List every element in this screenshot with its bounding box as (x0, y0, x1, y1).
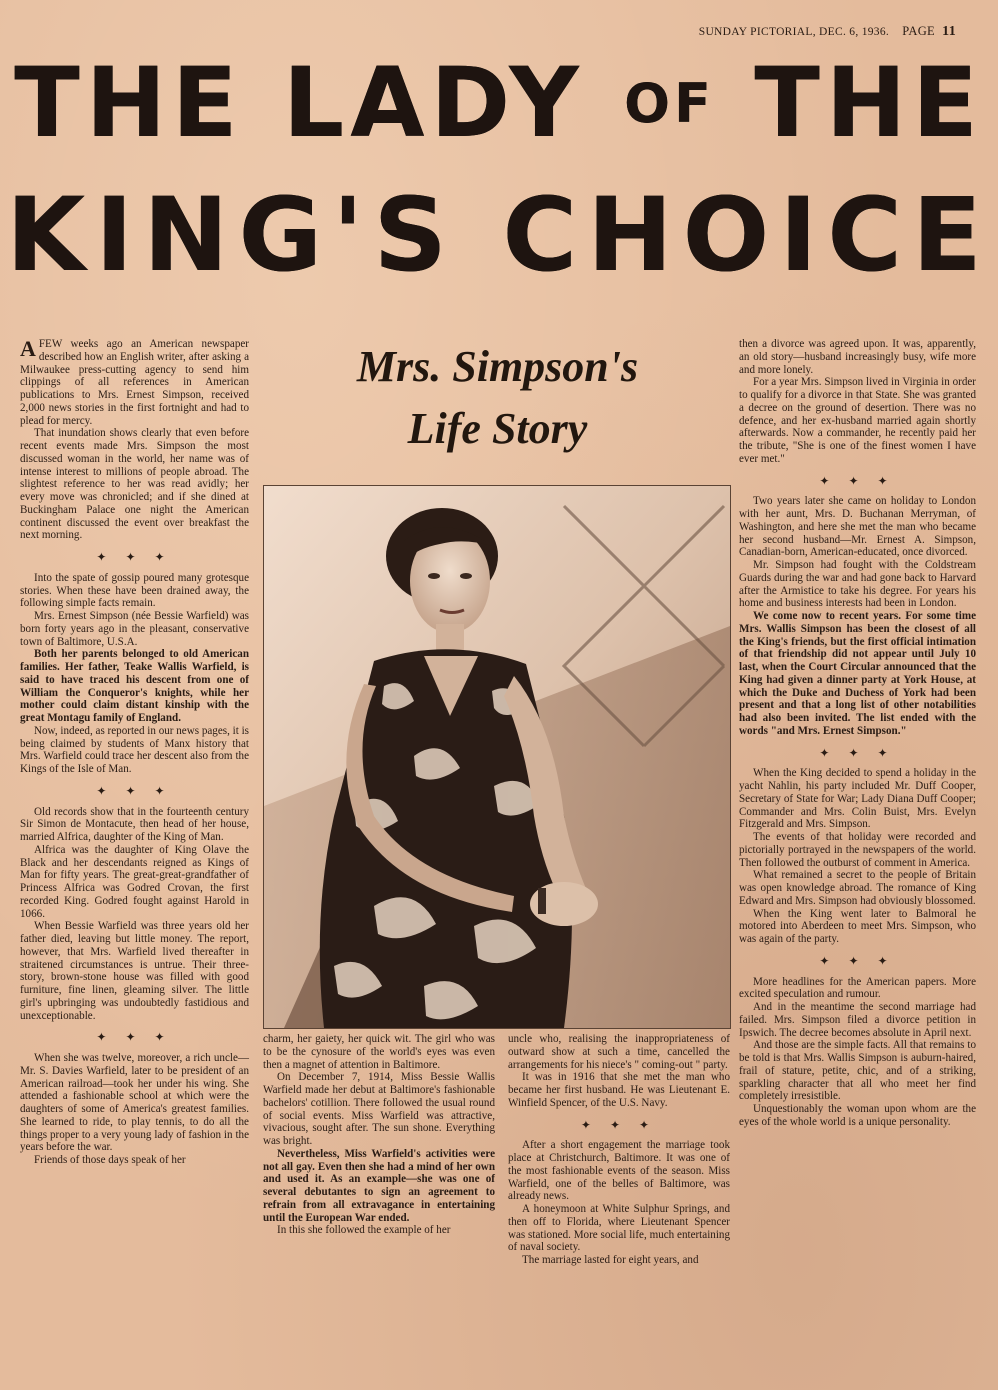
article-paragraph: What remained a secret to the people of Britain was open knowledge abroad. The romance of King Edward and Mrs. Simpson had obviously blossomed. (739, 869, 976, 907)
article-paragraph: When the King decided to spend a holiday in the yacht Nahlin, his party included Mr. Duff Cooper, Secretary of State for War; Lady Diana Duff Cooper; Commander and Mrs. Colin Buist, Mrs. Evelyn Fitzgerald and Mrs. Simpson. (739, 767, 976, 831)
article-paragraph-bold: We come now to recent years. For some time Mrs. Wallis Simpson has been the closest of all the King's friends, but the first official intimation of that friendship did not appear until July 10 last, when the Court Circular announced that the King had given a dinner party at York House, at which the Duke and Duchess of York had been present and that a long list of other notabilities had also been invited. The list ended with the words "and Mrs. Ernest Simpson." (739, 610, 976, 737)
article-paragraph: Friends of those days speak of her (34, 1154, 186, 1166)
article-paragraph: That inundation shows clearly that even before recent events made Mrs. Simpson the most discussed woman in the world, her name was of intense interest to millions of people abroad. The slightest reference to her was read avidly; her every move was chronicled; and if she dined at Buckingham Palace one night the American continent discussed the event over breakfast the next morning. (20, 427, 249, 542)
headline-word-of: OF (624, 72, 715, 135)
article-paragraph-bold: Nevertheless, Miss Warfield's activities were not all gay. Even then she had a mind of her own and used it. As an example—she was one of several debutantes to sign an agreement to refrain from all extravagance in entertaining until the European War ended. (263, 1147, 495, 1224)
headline-line-1 (0, 48, 998, 159)
article-paragraph: uncle who, realising the inappropriateness of outward show at such a time, cancelled the arrangements for his niece's " coming-out " party. (508, 1033, 730, 1071)
article-paragraph: Two years later she came on holiday to London with her aunt, Mrs. D. Buchanan Merryman, of Washington, and here she met the man who became her second husband—Mr. Ernest A. Simpson, Canadian-born, American-educated, once divorced. (739, 495, 976, 559)
headline-word-the: THE (14, 47, 244, 159)
page-label: PAGE (902, 24, 935, 38)
article-paragraph: The events of that holiday were recorded and pictorially portrayed in the newspapers of the world. Then followed the outburst of comment in America. (739, 831, 976, 869)
article-paragraph: And in the meantime the second marriage had failed. Mrs. Simpson filed a divorce petition in Ipswich. The decree becomes absolute in April next. (739, 1001, 976, 1039)
article-paragraph: Alfrica was the daughter of King Olave the Black and her descendants reigned as Kings of Man for fifty years. The great-great-grandfather of Princess Alfrica was Godred Crovan, the first recorded King. Godred fought against Harold in 1066. (20, 843, 249, 920)
article-paragraph: When Bessie Warfield was three years old her father died, leaving but little money. The report, however, that Mrs. Warfield lived thereafter in straitened circumstances is untrue. Their three-story, brown-stone house was filled with good furniture, fine linen, gleaming silver. The little girl's upbringing was undoubtedly fastidious and unexceptionable. (20, 920, 249, 1022)
article-paragraph: And those are the simple facts. All that remains to be told is that Mrs. Wallis Simpson is auburn-haired, frail of stature, petite, chic, and of a striking, sparkling character that all who meet her find completely irresistible. (739, 1039, 976, 1103)
page-number: 11 (942, 24, 956, 39)
publication-dateline: SUNDAY PICTORIAL, DEC. 6, 1936. (698, 26, 890, 38)
masthead (699, 24, 956, 40)
article-paragraph: Old records show that in the fourteenth century Sir Simon de Montacute, then head of her house, married Alfrica, daughter of the King of Man. (20, 805, 249, 843)
article-paragraph: In this she followed the example of her (277, 1224, 451, 1237)
article-paragraph: A honeymoon at White Sulphur Springs, and then off to Florida, where Lieutenant Spencer was stationed. More social life, much entertaining of naval society. (508, 1203, 730, 1254)
article-column-4 (739, 338, 976, 1129)
article-paragraph: Into the spate of gossip poured many grotesque stories. When these have been drained away, the following simple facts remain. (20, 571, 249, 610)
article-subtitle-line-1: Mrs. Simpson's (356, 342, 639, 391)
headline-word-lady: LADY (283, 47, 585, 159)
section-divider-stars: ✦ ✦ ✦ (819, 473, 896, 488)
paragraph-text: FEW weeks ago an American newspaper described how an English writer, after asking a Milwaukee press-cutting agency to send him clippings of all references in American publications to Mrs. Ernest Simpson, received 2,000 news stories in the first fortnight and had to plead for mercy. (20, 338, 249, 427)
article-paragraph: Unquestionably the woman upon whom are the eyes of the whole world is a unique personality. (739, 1103, 976, 1128)
article-paragraph: Mrs. Ernest Simpson (née Bessie Warfield) was born forty years ago in the pleasant, conservative town of Baltimore, U.S.A. (20, 610, 249, 648)
article-paragraph: When the King went later to Balmoral he motored into Aberdeen to meet Mrs. Simpson, who was again of the party. (739, 907, 976, 945)
drop-cap: A (20, 336, 36, 361)
article-paragraph: It was in 1916 that she met the man who became her first husband. He was Lieutenant E. Winfield Spencer, of the U.S. Navy. (508, 1071, 730, 1109)
section-divider-stars: ✦ ✦ ✦ (819, 745, 896, 760)
article-paragraph: charm, her gaiety, her quick wit. The girl who was to be the cynosure of the world's eyes was even then a magnet of attention in Baltimore. (263, 1033, 495, 1071)
article-paragraph: After a short engagement the marriage took place at Christchurch, Baltimore. It was one of the most fashionable events of the season. Miss Warfield, one of the belles of Baltimore, was already news. (508, 1139, 730, 1203)
portrait-photograph (263, 485, 731, 1029)
article-column-2 (263, 1033, 495, 1237)
headline-word-the-2: THE (754, 47, 984, 159)
article-paragraph: then a divorce was agreed upon. It was, apparently, an old story—husband increasingly busy, wife more and more lonely. (739, 338, 976, 376)
article-paragraph: For a year Mrs. Simpson lived in Virginia in order to qualify for a divorce in that State. She was granted a decree on the ground of desertion. There was no defence, and her ex-husband married again shortly afterwards. Now a commander, he recently paid her the tribute, "She is one of the finest women I have ever met." (739, 376, 976, 465)
section-divider-stars: ✦ ✦ ✦ (96, 783, 173, 798)
article-paragraph-bold: Both her parents belonged to old American families. Her father, Teake Wallis Warfield, is said to have traced his descent from one of William the Conqueror's knights, while her mother could claim distant kinship with the great Montagu family of England. (20, 648, 249, 724)
article-column-3 (508, 1033, 730, 1267)
section-divider-stars: ✦ ✦ ✦ (819, 953, 896, 968)
article-subtitle-line-2: Life Story (407, 404, 588, 453)
article-paragraph: More headlines for the American papers. More excited speculation and rumour. (739, 975, 976, 1001)
section-divider-stars: ✦ ✦ ✦ (96, 550, 173, 564)
headline-line-2: KING'S CHOICE (6, 176, 992, 295)
article-paragraph: When she was twelve, moreover, a rich uncle—Mr. S. Davies Warfield, later to be president of an American railroad—took her under his wing. She attended a fashionable school at which were the daughters of some of America's greatest families. She learned to ride, to play tennis, to do all the things proper to a very young lady of fashion in the years before the war. (20, 1052, 249, 1154)
article-paragraph: Mr. Simpson had fought with the Coldstream Guards during the war and had gone back to Harvard after the Armistice to take his degree. For years his home and business interests had been in London. (739, 559, 976, 610)
article-paragraph: On December 7, 1914, Miss Bessie Wallis Warfield made her debut at Baltimore's fashionable bachelors' cotillion. There followed the usual round of social events. Miss Warfield was attractive, vivacious, sought after. The sun shone. Everything was bright. (263, 1071, 495, 1147)
section-divider-stars: ✦ ✦ ✦ (96, 1030, 173, 1045)
article-column-1 (20, 338, 249, 1167)
article-paragraph (20, 338, 249, 427)
section-divider-stars: ✦ ✦ ✦ (580, 1117, 658, 1132)
article-paragraph: Now, indeed, as reported in our news pages, it is being claimed by students of Manx history that Mrs. Warfield could trace her descent also from the Kings of the Isle of Man. (20, 724, 249, 775)
article-paragraph: The marriage lasted for eight years, and (522, 1254, 699, 1266)
